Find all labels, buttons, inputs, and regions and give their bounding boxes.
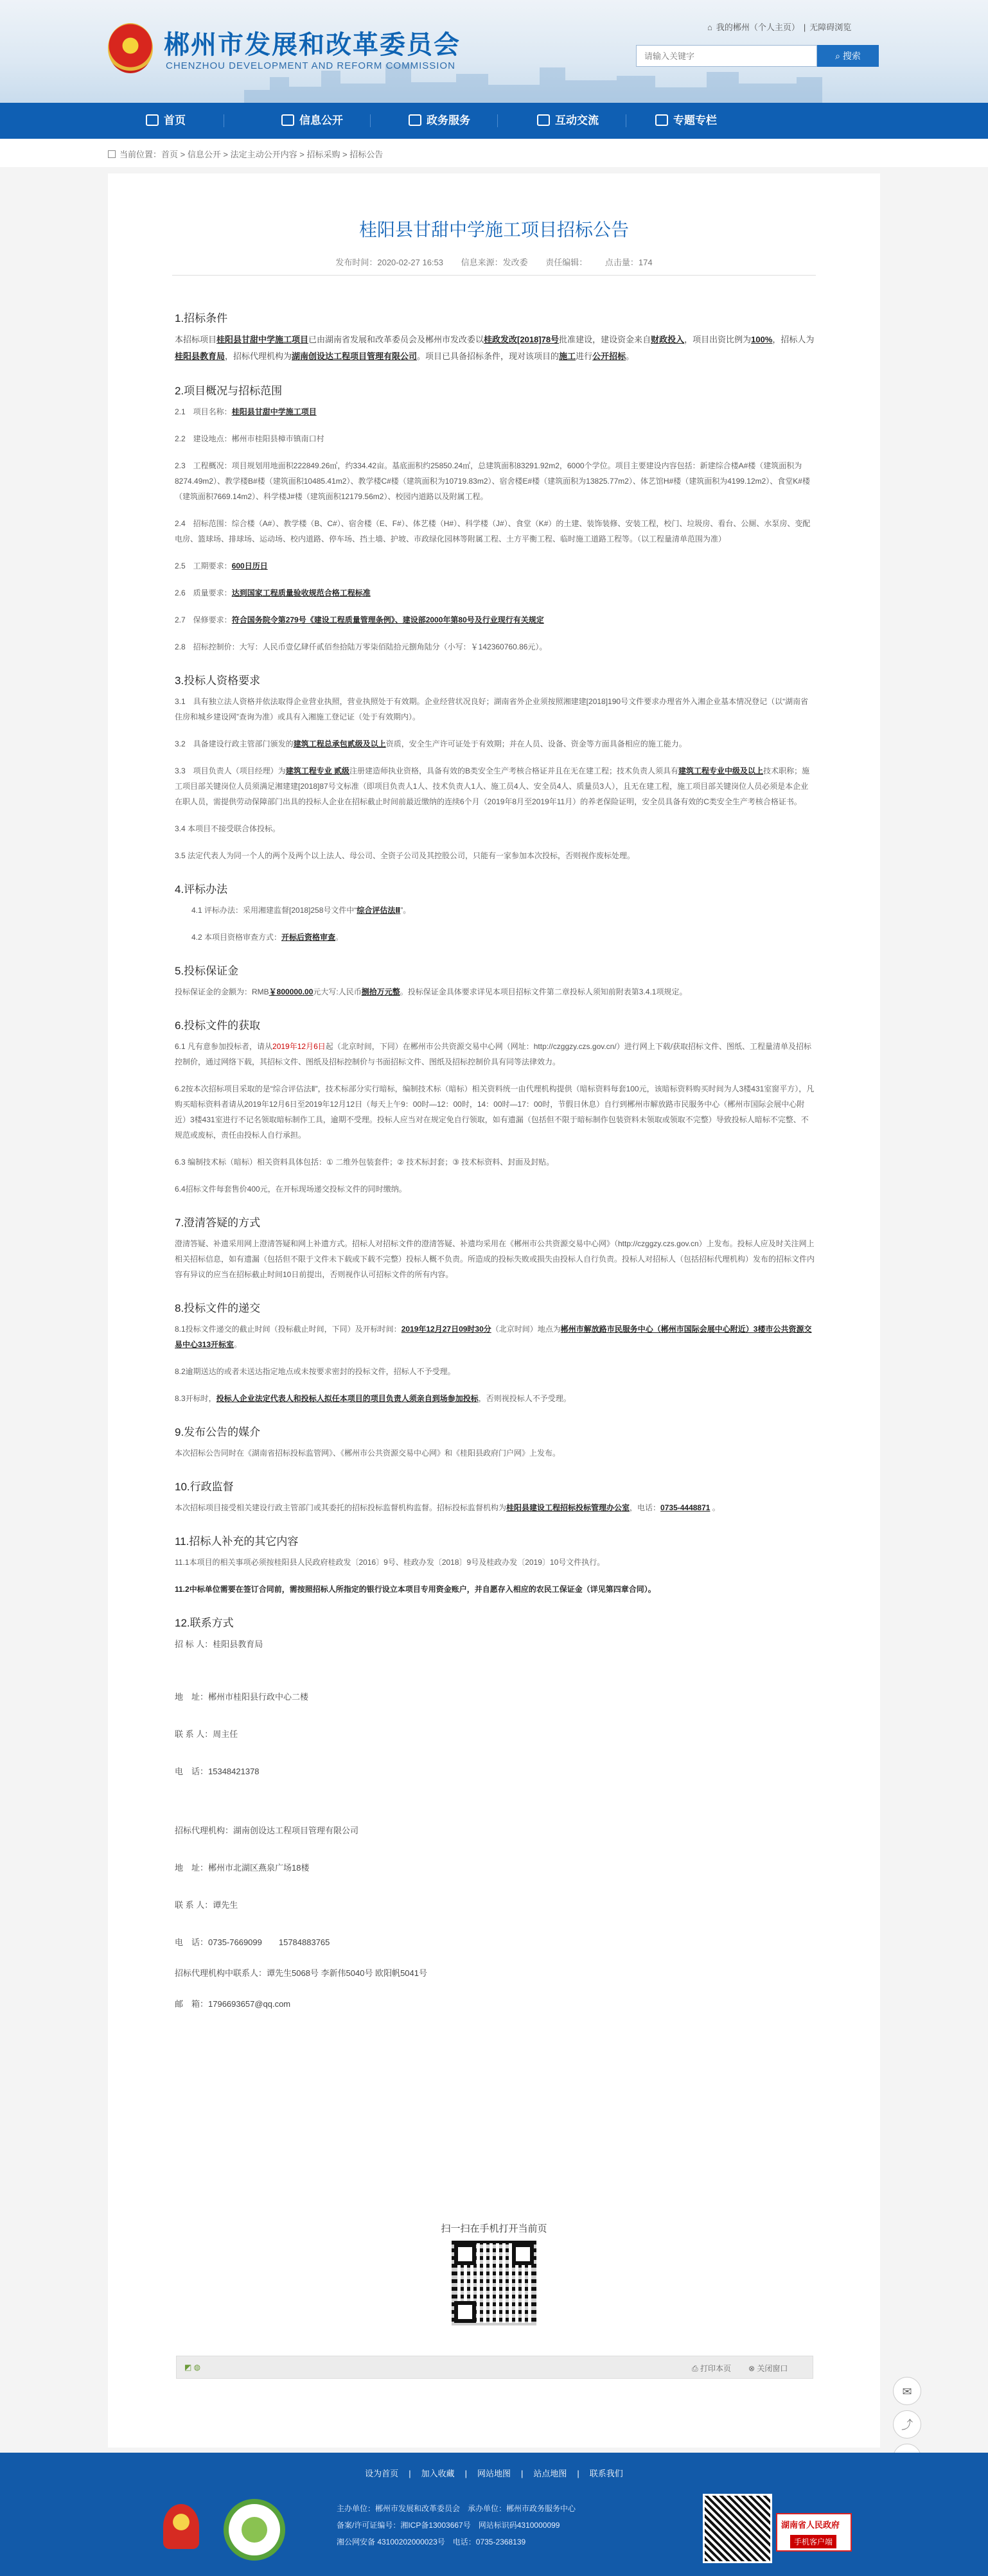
section-heading: 3.投标人资格要求 — [175, 675, 261, 687]
divider: | — [521, 2469, 524, 2478]
publish-time: 发布时间：2020-02-27 16:53 — [335, 258, 444, 267]
contact-line: 招标代理机构：湖南创设达工程项目管理有限公司 — [175, 1826, 359, 1835]
footer-organizer: 主办单位：郴州市发展和改革委员会 承办单位：郴州市政务服务中心 — [337, 2504, 576, 2513]
paragraph: 2.4 招标范围：综合楼（A#）、教学楼（B、C#）、宿舍楼（E、F#）、体艺楼（H#）、科学楼（J#）、食堂（K#）的土建、装饰装修、安装工程，校门、垃圾房、看台、公厕、水泵房、变配电房、篮球场、排球场、运动场、校内道路、停车场、挡土墙、护坡、市政绿化园林等附属工程、土方平衡工程、临时施工道路工程等。（以工程量清单范围为准） — [175, 519, 811, 543]
qr-finder — [454, 2243, 476, 2265]
site-map-link[interactable]: 网站地图 — [477, 2469, 511, 2478]
close-label: 关闭窗口 — [757, 2364, 788, 2373]
info-icon — [281, 114, 294, 126]
contact-line: 招标代理机构中联系人：谭先生5068号 李新伟5040号 欧阳帆5041号 — [175, 1968, 427, 1978]
close-window-button[interactable]: ⊗ 关闭窗口 — [748, 2364, 788, 2373]
station-map-link[interactable]: 站点地图 — [533, 2469, 567, 2478]
article-toolbar — [176, 2356, 813, 2379]
paragraph: 8.1投标文件递交的截止时间（投标截止时间，下同）及开标时间：2019年12月27日09时30分（北京时间）地点为郴州市解放路市民服务中心（郴州市国际会展中心附近）3楼市公共资源交易中心313开标室。 — [175, 1325, 812, 1349]
article-card — [108, 173, 880, 2448]
paragraph: 2.8 招标控制价：大写：人民币壹亿肆仟贰佰叁拾陆万零柒佰陆拾元捌角陆分（小写：￥142360760.86元）。 — [175, 642, 547, 651]
layers-icon — [655, 114, 668, 126]
personal-homepage-link[interactable]: 我的郴州（个人主页） — [716, 22, 800, 32]
chat-icon — [537, 114, 550, 126]
main-nav — [0, 103, 988, 139]
site-header — [0, 0, 988, 103]
breadcrumb-bar — [0, 139, 988, 167]
paragraph: 2.2 建设地点：郴州市桂阳县樟市镇南口村 — [175, 434, 324, 443]
nav-label: 专题专栏 — [673, 114, 717, 127]
article-body — [175, 292, 815, 2020]
paragraph: 3.5 法定代表人为同一个人的两个及两个以上法人、母公司、全资子公司及其控股公司，只能有一家参加本次投标，否则视作废标处理。 — [175, 851, 635, 860]
contact-line: 联 系 人：谭先生 — [175, 1900, 238, 1910]
nav-label: 信息公开 — [299, 114, 343, 127]
print-label: 打印本页 — [700, 2364, 731, 2373]
gov-site-badge[interactable] — [224, 2499, 285, 2561]
provincial-app-badge[interactable] — [776, 2513, 852, 2552]
paragraph: 2.6 质量要求：达到国家工程质量验收规范合格工程标准 — [175, 588, 371, 597]
divider: | — [409, 2469, 411, 2478]
contact-line: 电 话：0735-7669099 15784883765 — [175, 1937, 330, 1947]
print-button[interactable]: ⎙ 打印本页 — [692, 2364, 731, 2373]
paragraph: 6.1 凡有意参加投标者，请从2019年12月6日起（北京时间，下同）在郴州市公共资源交易中心网（网址：http://czggzy.czs.gov.cn/）进行网上下载/获取招标文件、图纸、工程量清单及招标控制价，通过网络下载，其招标文件、图纸及招标控制价与书面招标文件、图纸及招标控制价具有同等法律效力。 — [175, 1042, 812, 1066]
chat-icon[interactable]: ✉ — [893, 2377, 921, 2405]
nav-divider — [370, 114, 371, 127]
editor: 责任编辑： — [545, 258, 588, 267]
add-favorite-link[interactable]: 加入收藏 — [421, 2469, 455, 2478]
home-icon — [108, 150, 116, 158]
search-button[interactable] — [817, 45, 879, 67]
section-heading: 1.招标条件 — [175, 312, 228, 324]
breadcrumb-text[interactable]: 当前位置：首页 > 信息公开 > 法定主动公开内容 > 招标采购 > 招标公告 — [119, 150, 384, 159]
paragraph: 6.3 编制技术标（暗标）相关资料具体包括：① 二维外包装套件；② 技术标封套；③ 技术标资料、封面及封贴。 — [175, 1158, 554, 1167]
section-heading: 2.项目概况与招标范围 — [175, 385, 283, 397]
paragraph: 本次招标公告同时在《湖南省招标投标监管网》、《郴州市公共资源交易中心网》和《桂阳县政府门户网》上发布。 — [175, 1449, 561, 1458]
paragraph: 8.3开标时，投标人企业法定代表人和投标人拟任本项目的项目负责人须亲自到场参加投标，否则视投标人不予受理。 — [175, 1394, 571, 1403]
top-links — [705, 21, 853, 33]
view-count: 点击量：174 — [604, 258, 653, 267]
paragraph: 6.4招标文件每套售价400元，在开标现场递交投标文件的同时缴纳。 — [175, 1185, 407, 1194]
home-icon: ⌂ — [707, 22, 712, 32]
paragraph: 本次招标项目接受相关建设行政主管部门或其委托的招标投标监督机构监督。招标投标监督机构为桂阳县建设工程招标投标管理办公室，电话：0735-4448871 。 — [175, 1503, 720, 1512]
qr-finder — [512, 2243, 534, 2265]
section-heading: 4.评标办法 — [175, 883, 228, 895]
nav-label: 互动交流 — [555, 114, 599, 127]
footer-icp: 备案/许可证编号：湘ICP备13003667号 网站标识码4310000099 — [337, 2521, 560, 2530]
edit-icon — [409, 114, 421, 126]
paragraph: 4.2 本项目资格审查方式：开标后资格审查。 — [191, 933, 344, 942]
paragraph: 3.4 本项目不接受联合体投标。 — [175, 824, 281, 833]
section-heading: 10.行政监督 — [175, 1481, 234, 1493]
nav-item-services[interactable] — [382, 103, 497, 139]
nav-item-home[interactable] — [108, 103, 224, 139]
paragraph: 2.1 项目名称：桂阳县甘甜中学施工项目 — [175, 407, 317, 416]
share-icon[interactable]: ⤴ — [893, 2410, 921, 2439]
footer-qr-code — [703, 2494, 772, 2563]
search-icon: ⌕ — [835, 51, 843, 61]
contact-line: 电 话：15348421378 — [175, 1767, 260, 1776]
paragraph: 投标保证金的金额为：RMB￥800000.00元大写:人民币捌拾万元整。投标保证金具体要求详见本项目招标文件第二章投标人须知前附表第3.4.1项规定。 — [175, 987, 687, 996]
nav-item-interaction[interactable] — [510, 103, 626, 139]
footer-links — [0, 2467, 988, 2479]
home-icon — [146, 114, 159, 126]
article-title: 桂阳县甘甜中学施工项目招标公告 — [358, 220, 629, 240]
paragraph: 4.1 评标办法：采用湘建监督[2018]258号文件中“综合评估法Ⅱ”。 — [191, 906, 411, 915]
divider: | — [577, 2469, 579, 2478]
section-heading: 12.联系方式 — [175, 1617, 234, 1629]
section-heading: 11.招标人补充的其它内容 — [175, 1535, 299, 1548]
paragraph: 3.1 具有独立法人资格并依法取得企业营业执照，营业执照处于有效期。企业经营状况良好；湖南省外企业须按照湘建建[2018]190号文件要求办理省外入湘企业基本情况登记（以“湖南省住房和城乡建设网”查询为准）或具有入湘施工登记证（处于有效期内）。 — [175, 697, 809, 721]
national-emblem-logo — [108, 23, 153, 73]
info-source: 信息来源：发改委 — [461, 258, 528, 267]
nav-divider — [497, 114, 498, 127]
qr-title: 扫一扫在手机打开当前页 — [441, 2223, 547, 2234]
section-heading: 8.投标文件的递交 — [175, 1302, 261, 1314]
search-input[interactable] — [636, 45, 817, 67]
site-footer — [0, 2453, 988, 2576]
set-homepage-link[interactable]: 设为首页 — [365, 2469, 399, 2478]
contact-line: 招 标 人：桂阳县教育局 — [175, 1639, 263, 1649]
site-title: 郴州市发展和改革委员会 — [164, 31, 461, 59]
divider — [172, 275, 816, 276]
app-badge-subtitle: 手机客户端 — [790, 2535, 836, 2548]
divider: | — [803, 22, 806, 32]
contact-line: 邮 箱：1796693657@qq.com — [175, 1999, 291, 2009]
paragraph: 3.2 具备建设行政主管部门颁发的建筑工程总承包贰级及以上资质，安全生产许可证处于有效期；并在人员、设备、资金等方面具备相应的施工能力。 — [175, 739, 687, 748]
footer-police-record: 湘公网安备 43100202000023号 电话：0735-2368139 — [337, 2537, 526, 2546]
site-subtitle: CHENZHOU DEVELOPMENT AND REFORM COMMISSION — [166, 60, 455, 71]
nav-label: 政务服务 — [427, 114, 470, 127]
paragraph: 澄清答疑、补遗采用网上澄清答疑和网上补遗方式。招标人对招标文件的澄清答疑、补遗均采用在《郴州市公共资源交易中心网》（http://czggzy.czs.gov.cn）上发布。投标人应及时关注网上相关招标信息，如有遗漏（包括但不限于文件未下载或下载不完整）投标人概不负责。所造成的投标失败或损失由投标人自行负责。投标人对招标人（包括招标代理机构）发布的招标文件内容有异议的应当在招标截止时间10日前提出，否则视作认可招标文件的所有内容。 — [175, 1239, 815, 1279]
paragraph: 2.3 工程概况：项目规划用地面积222849.26㎡，约334.42亩。基底面积约25850.24㎡，总建筑面积83291.92m2，6000个学位。项目主要建设内容包括：新建综合楼A#楼（建筑面积为8274.49m2）、教学楼B#楼（建筑面积10485.41m2）、教学楼C#楼（建筑面积为10719.83m2）、宿舍楼E#楼（建筑面积为13825.77m2）、体艺馆H#楼（建筑面积为4199.12m2）、食堂K#楼（建筑面积7669.14m2）、科学楼J#楼（建筑面积12179.56m2）、校园内道路以及附属工程。 — [175, 461, 810, 501]
paragraph: 3.3 项目负责人（项目经理）为建筑工程专业 贰级注册建造师执业资格，具备有效的B类安全生产考核合格证并且在无在建工程；技术负责人须具有建筑工程专业中级及以上技术职称；施工项目部关键岗位人员须满足湘建建[2018]87号文标准（即项目负责人1人、技术负责人1人、施工员4人、安全员4人、质量员3人），且无在建工程，施工项目部关键岗位人员必须是本企业在职人员，需提供劳动保障部门出具的投标人企业在招标截止时间前最近缴纳的连续6个月（2019年8月至2019年11月）的养老保险证明，安全员具备有效的C类安全生产考核合格证书。 — [175, 766, 810, 806]
accessibility-link[interactable]: 无障碍浏览 — [809, 22, 852, 32]
article-meta — [108, 256, 880, 268]
section-heading: 9.发布公告的媒介 — [175, 1426, 261, 1438]
section-heading: 5.投标保证金 — [175, 965, 239, 977]
party-emblem-badge[interactable] — [163, 2504, 199, 2549]
contact-line: 地 址：郴州市北湖区燕泉广场18楼 — [175, 1863, 310, 1873]
paragraph: 11.1本项目的相关事项必须按桂阳县人民政府桂政发〔2016〕9号、桂政办发〔2018〕9号及桂政办发〔2019〕10号文件执行。 — [175, 1558, 605, 1567]
search-button-label: 搜索 — [842, 51, 861, 61]
qr-finder — [454, 2301, 476, 2323]
paragraph: 2.5 工期要求：600日历日 — [175, 561, 268, 570]
paragraph: 本招标项目桂阳县甘甜中学施工项目已由湖南省发展和改革委员会及郴州市发改委以桂政发改[2018]78号批准建设，建设资金来自财政投入，项目出资比例为100%，招标人为桂阳县教育局，招标代理机构为湖南创设达工程项目管理有限公司。项目已具备招标条件，现对该项目的施工进行公开招标。 — [175, 335, 815, 361]
nav-item-info[interactable] — [254, 103, 370, 139]
paragraph: 11.2中标单位需要在签订合同前，需按照招标人所指定的银行设立本项目专用资金账户，并自愿存入相应的农民工保证金（详见第四章合同）。 — [175, 1585, 656, 1594]
contact-link[interactable]: 联系我们 — [589, 2469, 623, 2478]
divider: | — [464, 2469, 467, 2478]
paragraph: 8.2逾期送达的或者未送达指定地点或未按要求密封的投标文件，招标人不予受理。 — [175, 1367, 455, 1376]
section-heading: 7.澄清答疑的方式 — [175, 1217, 261, 1229]
app-badge-title: 湖南省人民政府 — [781, 2520, 840, 2530]
breadcrumb — [108, 148, 383, 160]
section-heading: 6.投标文件的获取 — [175, 1019, 261, 1032]
contact-line: 联 系 人：周主任 — [175, 1729, 238, 1739]
nav-label: 首页 — [164, 114, 186, 127]
paragraph: 6.2按本次招标项目采取的是“综合评估法Ⅱ”，技术标部分实行暗标，编制技术标（暗标）相关资料统一由代理机构提供（暗标资料每套100元，该暗标资料购买时间为人3楼431室窗平方），凡购买暗标资料者请从2019年12月6日至2019年12月12日（每天上午9：00时—12：00时，14：00时—17：00时，节假日休息）自行到郴州市解放路市民服务中心（郴州市国际会展中心附近）3楼431室进行不记名领取暗标制作工具，逾期不受理。投标人应当对在规定免自行领取，如有遗漏（包括但不限于暗标制作包装资料未领取或领取不完整）导致投标人暗标不完整、不规范或废标，责任由投标人自行承担。 — [175, 1084, 815, 1140]
paragraph: 2.7 保修要求：符合国务院令第279号《建设工程质量管理条例》、建设部2000年第80号及行业现行有关规定 — [175, 615, 544, 624]
contact-line: 地 址：郴州市桂阳县行政中心二楼 — [175, 1692, 309, 1702]
nav-item-topics[interactable] — [628, 103, 744, 139]
share-wechat-icon[interactable]: ◩ ◍ — [184, 2363, 201, 2372]
